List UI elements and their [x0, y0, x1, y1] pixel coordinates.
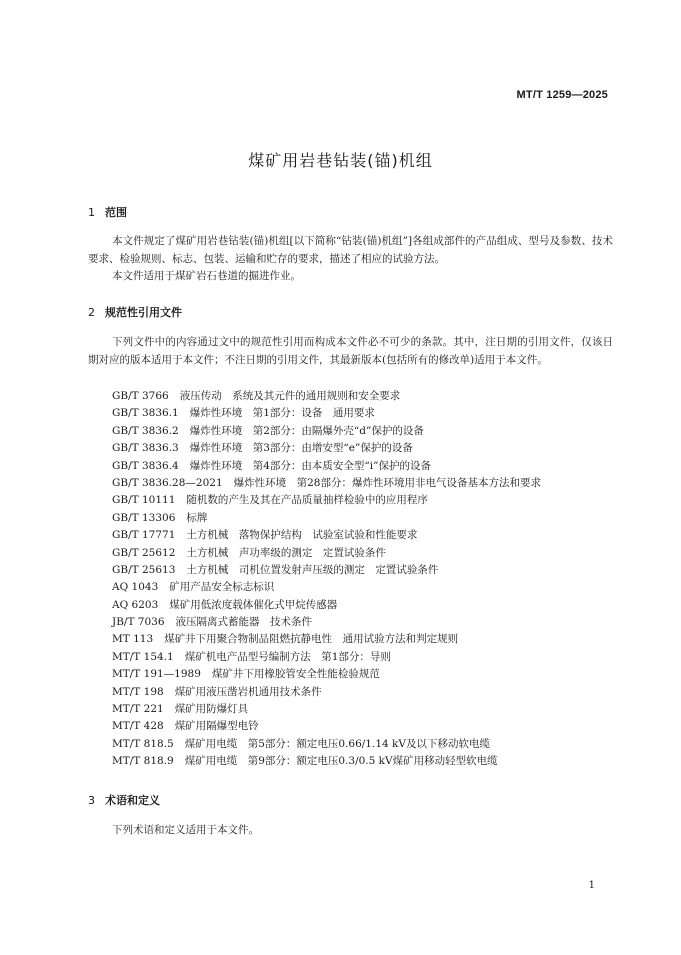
section-1-title: 范围 [105, 206, 127, 219]
reference-item [112, 458, 541, 475]
section-3-number: 3 [88, 794, 95, 807]
document-code: MT/T 1259—2025 [516, 89, 608, 101]
reference-code: GB/T 3836.28—2021 [112, 476, 223, 489]
reference-code: GB/T 3836.1 [112, 407, 179, 420]
scope-paragraph-2: 本文件适用于煤矿岩石巷道的掘进作业。 [112, 270, 301, 282]
reference-title: 爆炸性环境 第1部分：设备 通用要求 [189, 407, 375, 420]
reference-item [112, 753, 541, 770]
normative-references-intro: 下列文件中的内容通过文中的规范性引用而构成本文件必不可少的条款。其中，注日期的引用文件，仅该日期对应的版本适用于本文件；不注日期的引用文件，其最新版本(包括所有的修改单)适用于本文件。 [88, 336, 613, 366]
scope-paragraph-1: 本文件规定了煤矿用岩巷钻装(锚)机组[以下简称“钻装(锚)机组”]各组成部件的产品组成、型号及参数、技术要求、检验规则、标志、包装、运输和贮存的要求，描述了相应的试验方法。 [88, 235, 613, 265]
reference-item [112, 718, 541, 735]
terms-intro-paragraph: 下列术语和定义适用于本文件。 [112, 824, 259, 836]
section-3-title: 术语和定义 [105, 794, 160, 807]
reference-code: GB/T 3836.4 [112, 459, 179, 472]
reference-title: 煤矿用电缆 第5部分：额定电压0.66/1.14 kV及以下移动软电缆 [184, 737, 490, 750]
reference-item [112, 423, 541, 440]
reference-title: 液压传动 系统及其元件的通用规则和安全要求 [179, 390, 401, 402]
reference-item [112, 545, 541, 562]
reference-title: 煤矿用隔爆型电铃 [174, 720, 259, 733]
section-3-heading [88, 792, 160, 808]
reference-item [112, 475, 541, 492]
reference-title: 煤矿井下用橡胶管安全性能检验规范 [211, 668, 380, 681]
reference-item [112, 562, 541, 579]
reference-item [112, 527, 541, 544]
reference-code: AQ 6203 [112, 598, 159, 611]
reference-code: JB/T 7036 [112, 616, 165, 629]
reference-code: GB/T 10111 [112, 494, 176, 507]
reference-title: 煤矿机电产品型号编制方法 第1部分：导则 [184, 650, 391, 663]
reference-title: 矿用产品安全标志标识 [169, 581, 275, 594]
reference-item [112, 649, 541, 666]
reference-code: MT/T 818.5 [112, 737, 174, 750]
document-title: 煤矿用岩巷钻装(锚)机组 [248, 151, 433, 170]
section-2-heading [88, 304, 182, 320]
reference-title: 煤矿用电缆 第9部分：额定电压0.3/0.5 kV煤矿用移动轻型软电缆 [184, 755, 498, 768]
reference-code: GB/T 3766 [112, 390, 169, 402]
reference-item [112, 388, 541, 405]
reference-title: 爆炸性环境 第28部分：爆炸性环境用非电气设备基本方法和要求 [233, 476, 541, 489]
reference-title: 煤矿用液压凿岩机通用技术条件 [174, 685, 322, 698]
reference-title: 爆炸性环境 第2部分：由隔爆外壳“d”保护的设备 [189, 424, 424, 437]
reference-item [112, 614, 541, 631]
reference-code: GB/T 3836.2 [112, 424, 179, 437]
reference-title: 土方机械 司机位置发射声压级的测定 定置试验条件 [186, 563, 439, 576]
reference-item [112, 597, 541, 614]
reference-item [112, 631, 541, 648]
reference-item [112, 440, 541, 457]
reference-title: 煤矿用防爆灯具 [174, 703, 249, 716]
reference-title: 随机数的产生及其在产品质量抽样检验中的应用程序 [186, 494, 428, 507]
section-1-heading [88, 204, 127, 220]
reference-item [112, 701, 541, 718]
reference-code: GB/T 25613 [112, 563, 176, 576]
reference-title: 液压隔离式蓄能器 技术条件 [175, 616, 313, 629]
reference-list [112, 388, 541, 771]
section-1-number: 1 [88, 206, 95, 219]
reference-code: MT/T 221 [112, 703, 164, 716]
reference-item [112, 510, 541, 527]
reference-code: MT/T 198 [112, 685, 164, 698]
reference-code: GB/T 3836.3 [112, 442, 179, 455]
reference-code: MT/T 191—1989 [112, 668, 201, 681]
reference-code: MT/T 818.9 [112, 755, 174, 768]
reference-code: MT 113 [112, 633, 154, 646]
reference-title: 煤矿用低浓度载体催化式甲烷传感器 [169, 598, 338, 611]
page-number: 1 [588, 880, 595, 891]
reference-item [112, 579, 541, 596]
section-2-number: 2 [88, 306, 95, 319]
reference-title: 煤矿井下用聚合物制品阻燃抗静电性 通用试验方法和判定规则 [164, 633, 459, 646]
reference-title: 爆炸性环境 第4部分：由本质安全型“i”保护的设备 [189, 459, 432, 472]
reference-item [112, 666, 541, 683]
reference-code: GB/T 25612 [112, 546, 176, 559]
reference-item [112, 492, 541, 509]
reference-title: 土方机械 声功率级的测定 定置试验条件 [186, 546, 386, 559]
reference-title: 标牌 [186, 511, 208, 524]
reference-code: GB/T 13306 [112, 511, 176, 524]
reference-item [112, 684, 541, 701]
reference-code: GB/T 17771 [112, 529, 176, 542]
reference-title: 土方机械 落物保护结构 试验室试验和性能要求 [186, 529, 418, 542]
reference-code: MT/T 428 [112, 720, 164, 733]
reference-item [112, 736, 541, 753]
reference-code: MT/T 154.1 [112, 650, 174, 663]
reference-item [112, 405, 541, 422]
reference-code: AQ 1043 [112, 581, 159, 594]
section-2-title: 规范性引用文件 [105, 306, 182, 319]
reference-title: 爆炸性环境 第3部分：由增安型“e”保护的设备 [189, 442, 413, 455]
